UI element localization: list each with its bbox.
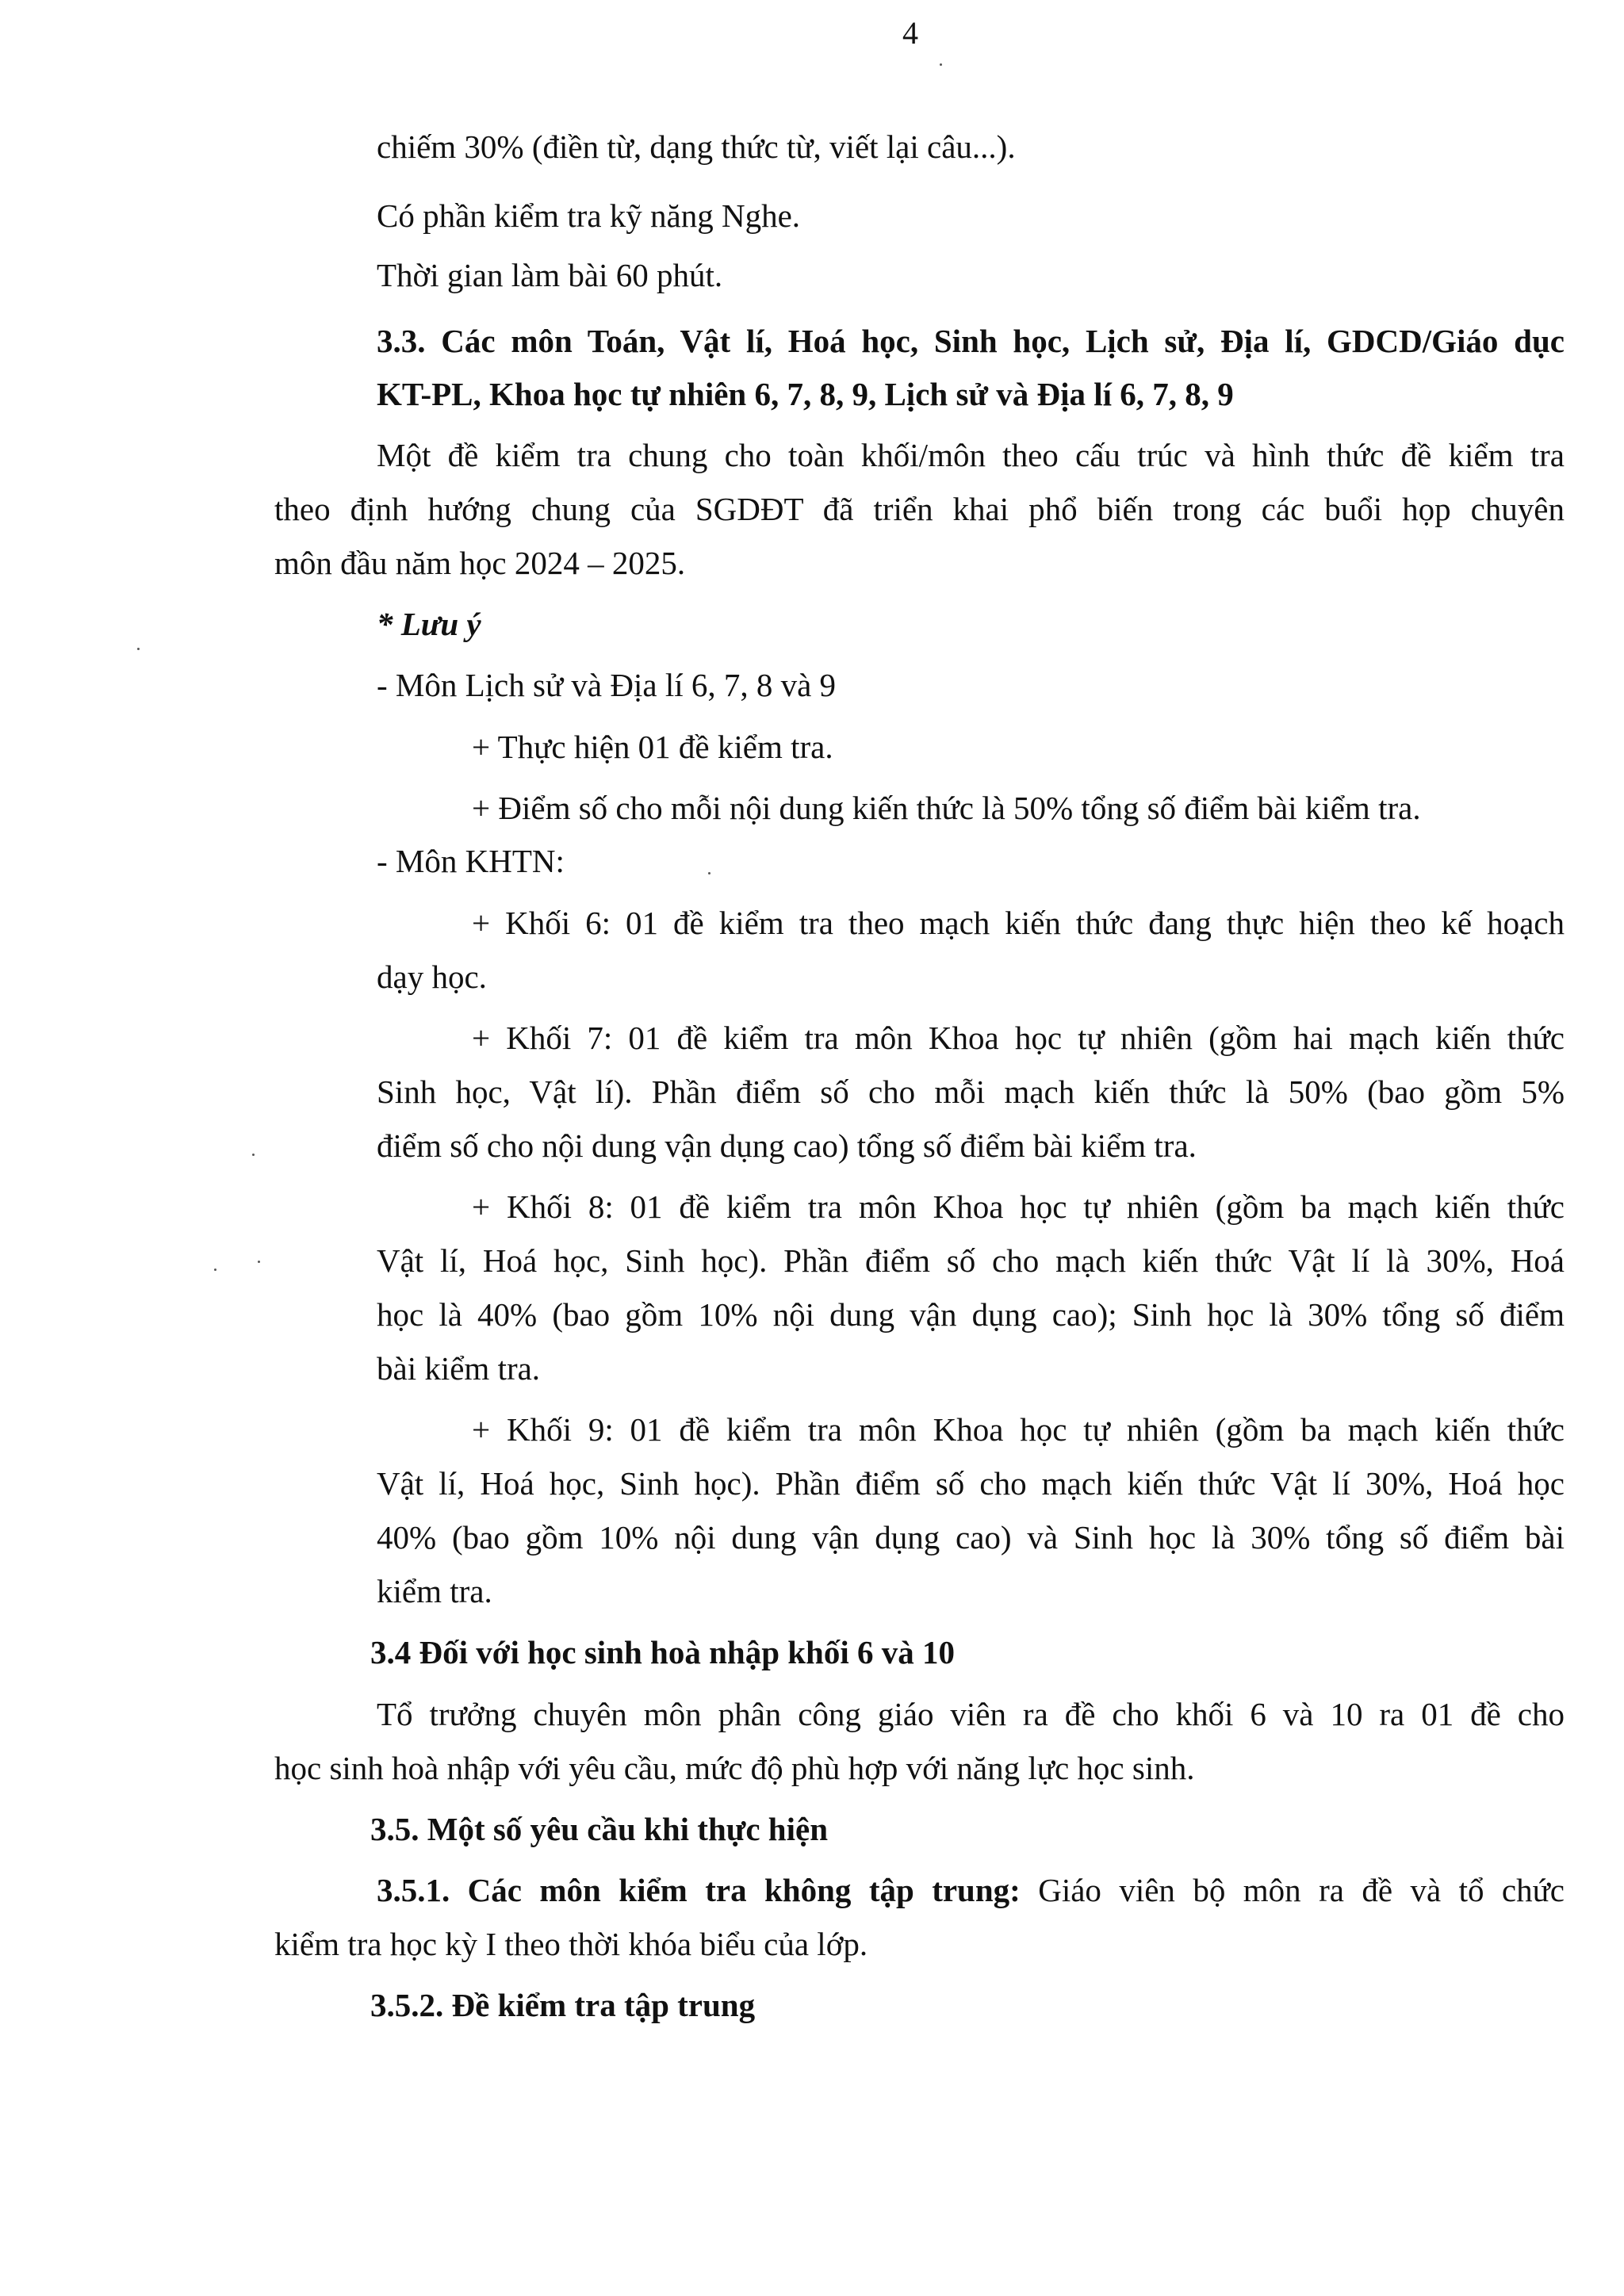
text-line: dạy học. [377,959,487,995]
text-line: học sinh hoà nhập với yêu cầu, mức độ phù hợp với năng lực học sinh. [274,1750,1195,1786]
text-line: kiểm tra học kỳ I theo thời khóa biểu của lớp. [274,1926,868,1962]
text-line: bài kiểm tra. [377,1350,541,1387]
text-line: môn đầu năm học 2024 – 2025. [274,545,686,581]
text-line: + Thực hiện 01 đề kiểm tra. [472,729,833,765]
section-heading-3-5: 3.5. Một số yêu cầu khi thực hiện [370,1811,829,1847]
text-line: Có phần kiểm tra kỹ năng Nghe. [377,197,801,234]
text-line: + Khối 6: 01 đề kiểm tra theo mạch kiến thức đang thực hiện theo kế hoạch [472,905,1565,941]
text-line: theo định hướng chung của SGDĐT đã triển khai phổ biến trong các buổi họp chuyên [274,491,1565,527]
text-line: + Khối 7: 01 đề kiểm tra môn Khoa học tự nhiên (gồm hai mạch kiến thức [472,1020,1565,1056]
scan-speck [258,1261,260,1263]
section-heading-3-5-1: 3.5.1. Các môn kiểm tra không tập trung: [377,1872,1021,1908]
scan-speck [252,1154,255,1156]
text-line: Một đề kiểm tra chung cho toàn khối/môn theo cấu trúc và hình thức đề kiểm tra [377,437,1565,473]
scan-speck [137,648,140,650]
scan-speck [708,872,710,874]
text-line: - Môn Lịch sử và Địa lí 6, 7, 8 và 9 [377,667,837,703]
text-line: Tổ trưởng chuyên môn phân công giáo viên ra đề cho khối 6 và 10 ra 01 đề cho [377,1696,1565,1732]
text-line: 40% (bao gồm 10% nội dung vận dụng cao) và Sinh học là 30% tổng số điểm bài [377,1519,1565,1556]
text-span: Giáo viên bộ môn ra đề và tổ chức [1020,1872,1565,1908]
text-line: điểm số cho nội dung vận dụng cao) tổng số điểm bài kiểm tra. [377,1127,1197,1164]
section-heading-3-5-2: 3.5.2. Đề kiểm tra tập trung [370,1987,756,2023]
text-line: + Khối 8: 01 đề kiểm tra môn Khoa học tự nhiên (gồm ba mạch kiến thức [472,1188,1565,1225]
scan-speck [214,1269,216,1271]
page-number: 4 [902,15,918,51]
text-line: + Điểm số cho mỗi nội dung kiến thức là 50% tổng số điểm bài kiểm tra. [472,790,1421,826]
text-line: Sinh học, Vật lí). Phần điểm số cho mỗi mạch kiến thức là 50% (bao gồm 5% [377,1073,1565,1110]
section-heading-3-4: 3.4 Đối với học sinh hoà nhập khối 6 và 10 [370,1634,955,1670]
text-line: kiểm tra. [377,1573,492,1609]
text-line: Vật lí, Hoá học, Sinh học). Phần điểm số cho mạch kiến thức Vật lí 30%, Hoá học [377,1465,1565,1502]
scan-speck [940,63,942,66]
text-line: chiếm 30% (điền từ, dạng thức từ, viết lại câu...). [377,128,1016,165]
text-line: Thời gian làm bài 60 phút. [377,257,723,293]
text-line: học là 40% (bao gồm 10% nội dung vận dụng cao); Sinh học là 30% tổng số điểm [377,1296,1565,1333]
text-line: - Môn KHTN: [377,843,565,879]
text-line: Vật lí, Hoá học, Sinh học). Phần điểm số cho mạch kiến thức Vật lí là 30%, Hoá [377,1242,1565,1279]
text-line: + Khối 9: 01 đề kiểm tra môn Khoa học tự nhiên (gồm ba mạch kiến thức [472,1411,1565,1448]
section-heading-3-3: 3.3. Các môn Toán, Vật lí, Hoá học, Sinh học, Lịch sử, Địa lí, GDCD/Giáo dục [377,323,1565,359]
paragraph-3-5-1 [377,1873,1565,1908]
note-heading: * Lưu ý [377,606,481,642]
section-heading-3-3-cont: KT-PL, Khoa học tự nhiên 6, 7, 8, 9, Lịch sử và Địa lí 6, 7, 8, 9 [377,376,1234,412]
